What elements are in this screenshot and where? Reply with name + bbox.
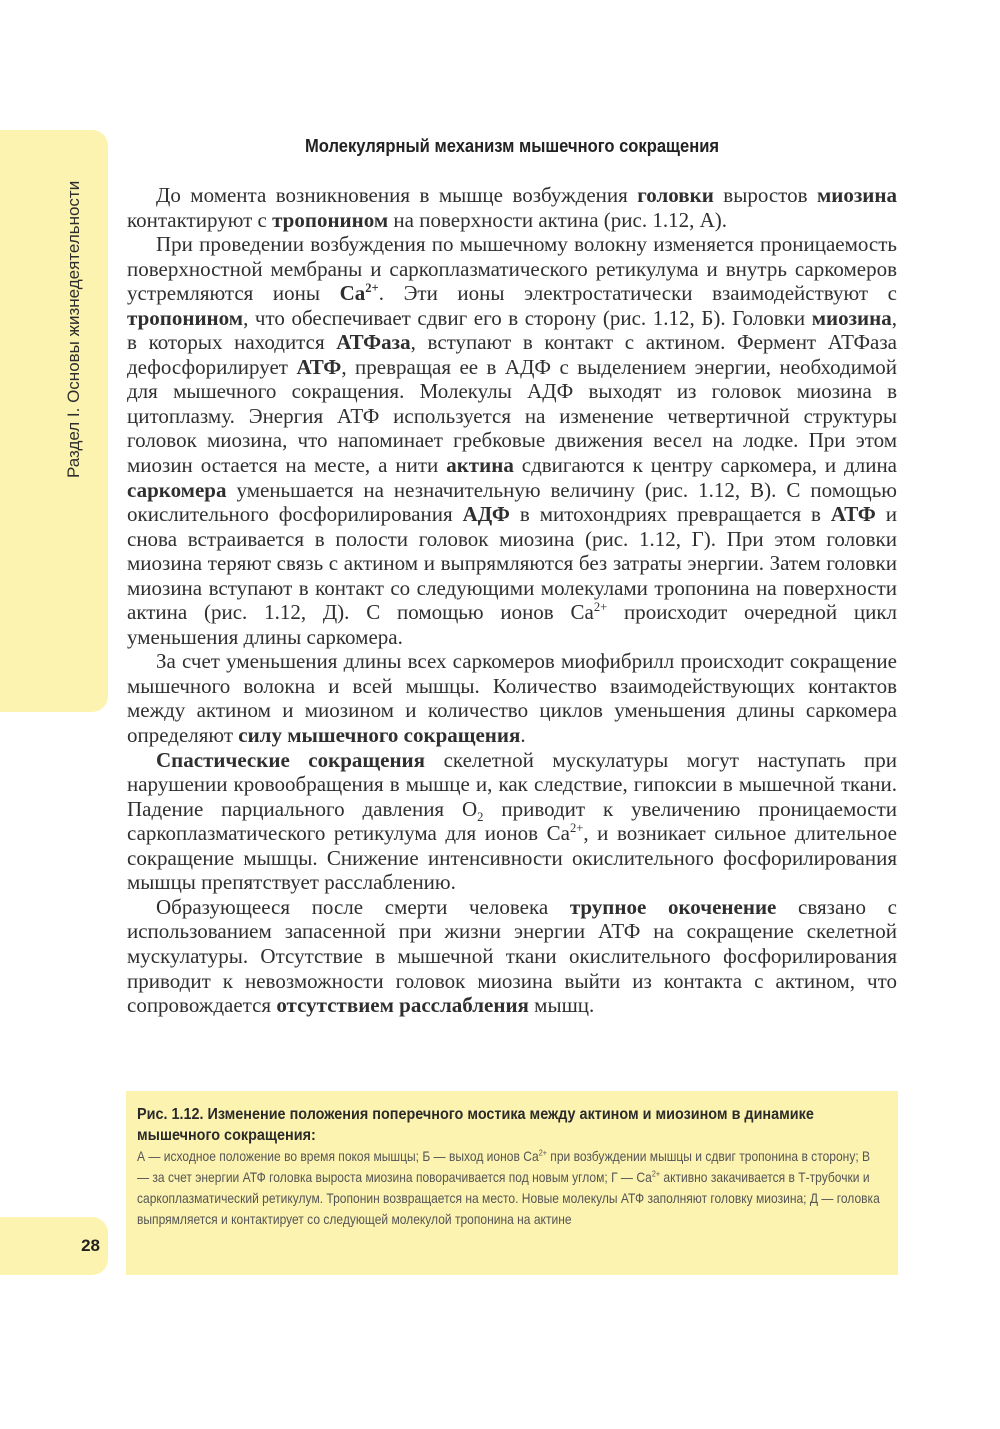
text-run: мышц. (528, 993, 595, 1018)
text-run: АДФ (462, 502, 510, 527)
text-run: АТФ (830, 502, 876, 527)
text-run: АТФ (296, 354, 342, 379)
text-run: выростов (713, 183, 817, 207)
text-run: 2 (477, 809, 484, 824)
text-run: , вступают в контакт с актином. Фермент АТФаза дефосфорилирует (127, 330, 897, 379)
page-number: 28 (81, 1236, 100, 1255)
text-run: связано с использованием запасенной при жизни энергии АТФ на сокращение скелетной мускулатуры. Отсутствие в мышечной ткани окислительного фосфорилирования приводит к невозможности головок миозина выйти из контакта с актином, что сопровождается (127, 894, 897, 1018)
text-run: уменьшается на незначительную величину (рис. 1.12, В). С помощью окислительного фосфорилирования (127, 477, 897, 527)
text-run: Образующееся после смерти человека (156, 894, 570, 919)
text-run: активно закачивается в Т-трубочки и саркоплазматический ретикулум. Тропонин возвращается на место. Новые молекулы АТФ заполняют головку миозина; Д — головка выпрямляется и контактирует со следующей молекулой тропонина на актине (137, 1169, 880, 1227)
text-run: актина (446, 453, 514, 478)
main-text (127, 183, 897, 1018)
text-run: 2+ (651, 1168, 661, 1179)
text-run: трупное окоченение (569, 894, 777, 919)
text-run: скелетной мускулатуры могут наступать при нарушении кровообращения в мышце и, как следствие, гипоксии в мышечной ткани. Падение парциального давления О (127, 747, 897, 821)
text-run: 2+ (593, 600, 608, 615)
text-run: миозина (811, 305, 892, 330)
text-run: . Эти ионы электростатически взаимодействуют с (378, 281, 897, 306)
text-run: на поверхности актина (рис. 1.12, А). (388, 207, 728, 232)
paragraph (127, 649, 897, 747)
paragraph (127, 183, 897, 232)
figure-caption-box (126, 1091, 898, 1275)
figure-caption-text (137, 1146, 885, 1230)
text-run: и снова встраивается в полости головок миозина (рис. 1.12, Г). При этом головки миозина теряют связь с актином и выпрямляются без затраты энергии. Затем головки миозина вступают в контакт со следующими молекулами тропонина на поверхности актина (рис. 1.12, Д). С помощью ионов Са (127, 502, 897, 625)
text-run: сдвигаются к центру саркомера, и длина (513, 453, 898, 478)
text-run: головки (637, 183, 714, 207)
text-run: Са (339, 281, 366, 306)
paragraph (127, 748, 897, 895)
text-run: саркомера (127, 477, 227, 502)
text-run: тропонином (127, 305, 244, 330)
section-heading: Молекулярный механизм мышечного сокращения (304, 136, 720, 156)
text-run: при возбуждении мышцы и сдвиг тропонина в сторону; В — за счет энергии АТФ головка выроста миозина поворачивается под новым углом; Г — Са (137, 1148, 871, 1185)
text-run: в митохондриях превращается в (509, 502, 831, 527)
text-run: 2+ (569, 821, 584, 836)
text-run: . (520, 723, 526, 748)
text-run: отсутствием расслабления (276, 993, 529, 1018)
text-run: При проведении возбуждения по мышечному волокну изменяется проницаемость поверхностной мембраны и саркоплазматического ретикулума и внутрь саркомеров устремляются ионы (127, 232, 897, 306)
text-run: приводит к увеличению проницаемости саркоплазматического ретикулума для ионов Са (127, 796, 898, 846)
text-run: Спастические сокращения (156, 747, 426, 772)
text-run: , в которых находится (127, 305, 897, 355)
text-run: контактируют с (127, 207, 273, 232)
section-side-tab (0, 130, 108, 712)
text-run: 2+ (365, 281, 379, 296)
text-run: миозина (816, 183, 898, 207)
text-run: 2+ (538, 1147, 547, 1158)
text-run: А — исходное положение во время покоя мышцы; Б — выход ионов Са (137, 1148, 539, 1164)
paragraph (127, 232, 897, 649)
text-run: , превращая ее в АДФ с выделением энергии, необходимой для мышечного сокращения. Молекулы АДФ выходят из головок миозина в цитоплазму. Энергия АТФ используется на изменение четвертичной структуры головок миозина, что напоминает гребковые движения весел на лодке. При этом миозин остается на месте, а нити (127, 354, 897, 478)
paragraph (127, 895, 897, 1018)
text-run: , что обеспечивает сдвиг его в сторону (рис. 1.12, Б). Головки (243, 305, 812, 330)
figure-caption-title: Рис. 1.12. Изменение положения поперечного мостика между актином и миозином в динамике мышечного сокращения: (137, 1106, 814, 1144)
text-run: происходит очередной цикл уменьшения длины саркомера. (127, 600, 898, 649)
text-run: , и возникает сильное длительное сокращение мышцы. Снижение интенсивности окислительного фосфорилирования мышцы препятствует расслаблению. (127, 821, 897, 895)
text-run: тропонином (272, 207, 389, 232)
text-run: До момента возникновения в мышце возбуждения (156, 183, 638, 207)
text-run: силу мышечного сокращения (238, 723, 521, 748)
text-run: За счет уменьшения длины всех саркомеров миофибрилл происходит сокращение мышечного волокна и всей мышцы. Количество взаимодействующих контактов между актином и миозином и количество циклов уменьшения длины саркомера определяют (127, 649, 897, 748)
section-label: Раздел I. Основы жизнедеятельности (64, 180, 83, 478)
text-run: АТФаза (336, 330, 411, 355)
